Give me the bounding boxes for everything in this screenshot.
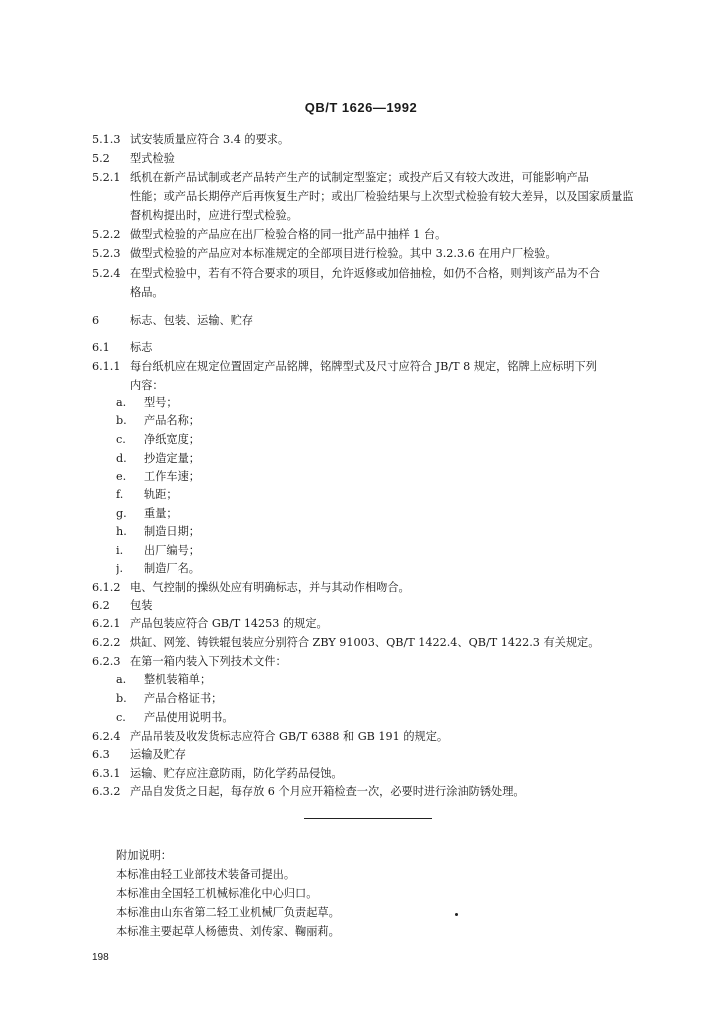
clause-text: 出厂编号； xyxy=(144,544,200,557)
clause-number: 6.2.4 xyxy=(92,730,121,743)
clause-number: 6.2.3 xyxy=(92,655,121,668)
list-label: d. xyxy=(116,452,127,465)
clause-line xyxy=(92,338,662,357)
clause-line xyxy=(92,225,662,244)
clause-text: 性能；或产品长期停产后再恢复生产时；或出厂检验结果与上次型式检验有较大差异，以及国家质量监 xyxy=(130,190,634,203)
clause-text: 抄造定量； xyxy=(144,452,200,465)
list-item xyxy=(116,467,686,486)
list-label: i. xyxy=(116,544,124,557)
clause-number: 5.2.2 xyxy=(92,228,121,241)
list-item xyxy=(116,411,686,430)
clause-text: 产品吊装及收发货标志应符合 GB/T 6388 和 GB 191 的规定。 xyxy=(130,730,449,743)
clause-line xyxy=(92,311,662,330)
clause-number: 6.2.1 xyxy=(92,617,121,630)
list-item xyxy=(116,449,686,468)
list-label: c. xyxy=(116,711,126,724)
standard-code-header: QB/T 1626—1992 xyxy=(304,100,418,115)
clause-text: 做型式检验的产品应对本标准规定的全部项目进行检验。其中 3.2.3.6 在用户厂检验。 xyxy=(130,247,557,260)
clause-line xyxy=(92,614,662,633)
clause-text: 做型式检验的产品应在出厂检验合格的同一批产品中抽样 1 台。 xyxy=(130,228,447,241)
stray-mark xyxy=(455,913,458,916)
clause-line xyxy=(92,130,662,149)
list-item xyxy=(116,689,686,708)
clause-line xyxy=(92,149,662,168)
clause-line xyxy=(92,187,662,206)
clause-text: 产品包装应符合 GB/T 14253 的规定。 xyxy=(130,617,328,630)
clause-line xyxy=(92,782,662,801)
clause-line xyxy=(92,244,662,263)
clause-text: 在型式检验中，若有不符合要求的项目，允许返修或加倍抽检，如仍不合格，则判该产品为不合 xyxy=(130,267,600,280)
note-line: 本标准由山东省第二轻工业机械厂负责起草。 xyxy=(116,906,340,919)
list-label: g. xyxy=(116,507,127,520)
clause-number: 5.2.1 xyxy=(92,171,121,184)
clause-number: 6 xyxy=(92,314,100,327)
list-label: j. xyxy=(116,562,124,575)
clause-number: 6.1.1 xyxy=(92,360,121,373)
clause-number: 5.2.3 xyxy=(92,247,121,260)
notes-heading: 附加说明： xyxy=(116,849,172,862)
clause-number: 6.3 xyxy=(92,748,110,761)
list-item xyxy=(116,559,686,578)
clause-number: 6.1 xyxy=(92,341,110,354)
list-label: a. xyxy=(116,673,127,686)
clause-line xyxy=(92,357,662,376)
section-divider xyxy=(304,818,432,819)
clause-text: 电、气控制的操纵处应有明确标志，并与其动作相吻合。 xyxy=(130,581,410,594)
clause-text: 工作车速； xyxy=(144,470,200,483)
clause-number: 5.2 xyxy=(92,152,110,165)
list-label: f. xyxy=(116,488,124,501)
clause-text: 整机装箱单； xyxy=(144,673,212,686)
clause-text: 督机构提出时，应进行型式检验。 xyxy=(130,209,298,222)
list-item xyxy=(116,708,686,727)
clause-text: 包装 xyxy=(130,599,153,612)
clause-line xyxy=(92,283,662,302)
clause-line xyxy=(92,206,662,225)
list-item xyxy=(116,541,686,560)
clause-line xyxy=(92,596,662,615)
list-item xyxy=(116,485,686,504)
clause-line xyxy=(92,727,662,746)
clause-text: 制造日期； xyxy=(144,525,200,538)
clause-text: 产品合格证书； xyxy=(144,692,223,705)
clause-text: 运输及贮存 xyxy=(130,748,186,761)
clause-number: 5.2.4 xyxy=(92,267,121,280)
clause-line xyxy=(92,264,662,283)
clause-text: 试安装质量应符合 3.4 的要求。 xyxy=(130,133,290,146)
clause-text: 轨距； xyxy=(144,488,178,501)
list-label: b. xyxy=(116,692,127,705)
clause-text: 制造厂名。 xyxy=(144,562,200,575)
list-item xyxy=(116,522,686,541)
clause-line xyxy=(92,633,662,652)
clause-text: 产品使用说明书。 xyxy=(144,711,234,724)
clause-text: 每台纸机应在规定位置固定产品铭牌，铭牌型式及尺寸应符合 JB/T 8 规定，铭牌上应标明下列 xyxy=(130,360,597,373)
clause-line xyxy=(92,764,662,783)
clause-line xyxy=(92,652,662,671)
clause-text: 格品。 xyxy=(130,286,164,299)
clause-line xyxy=(92,168,662,187)
clause-text: 运输、贮存应注意防雨，防化学药品侵蚀。 xyxy=(130,767,343,780)
list-label: e. xyxy=(116,470,127,483)
clause-number: 6.2 xyxy=(92,599,110,612)
clause-text: 型号； xyxy=(144,396,178,409)
clause-text: 型式检验 xyxy=(130,152,175,165)
clause-line xyxy=(92,578,662,597)
clause-text: 标志 xyxy=(130,341,153,354)
clause-text: 产品名称； xyxy=(144,414,200,427)
clause-text: 标志、包装、运输、贮存 xyxy=(130,314,254,327)
list-label: h. xyxy=(116,525,127,538)
list-item xyxy=(116,393,686,412)
clause-number: 5.1.3 xyxy=(92,133,121,146)
list-label: c. xyxy=(116,433,126,446)
list-label: a. xyxy=(116,396,127,409)
note-line: 本标准由轻工业部技术装备司提出。 xyxy=(116,868,296,881)
clause-text: 内容： xyxy=(130,379,164,392)
clause-text: 纸机在新产品试制或老产品转产生产的试制定型鉴定；或投产后又有较大改进，可能影响产品 xyxy=(130,171,589,184)
list-label: b. xyxy=(116,414,127,427)
clause-text: 净纸宽度； xyxy=(144,433,200,446)
clause-line xyxy=(92,745,662,764)
clause-number: 6.3.2 xyxy=(92,785,121,798)
note-line: 本标准由全国轻工机械标准化中心归口。 xyxy=(116,887,318,900)
page-number: 198 xyxy=(92,952,109,963)
list-item xyxy=(116,670,686,689)
clause-number: 6.3.1 xyxy=(92,767,121,780)
list-item xyxy=(116,430,686,449)
list-item xyxy=(116,504,686,523)
clause-number: 6.1.2 xyxy=(92,581,121,594)
clause-text: 重量； xyxy=(144,507,178,520)
clause-number: 6.2.2 xyxy=(92,636,121,649)
note-line: 本标准主要起草人杨德贵、刘传家、鞠丽莉。 xyxy=(116,925,340,938)
clause-text: 在第一箱内装入下列技术文件： xyxy=(130,655,287,668)
clause-text: 产品自发货之日起，每存放 6 个月应开箱检查一次，必要时进行涂油防锈处理。 xyxy=(130,785,525,798)
clause-text: 烘缸、网笼、铸铁辊包装应分别符合 ZBY 91003、QB/T 1422.4、QB/T 1422.3 有关规定。 xyxy=(130,636,600,649)
